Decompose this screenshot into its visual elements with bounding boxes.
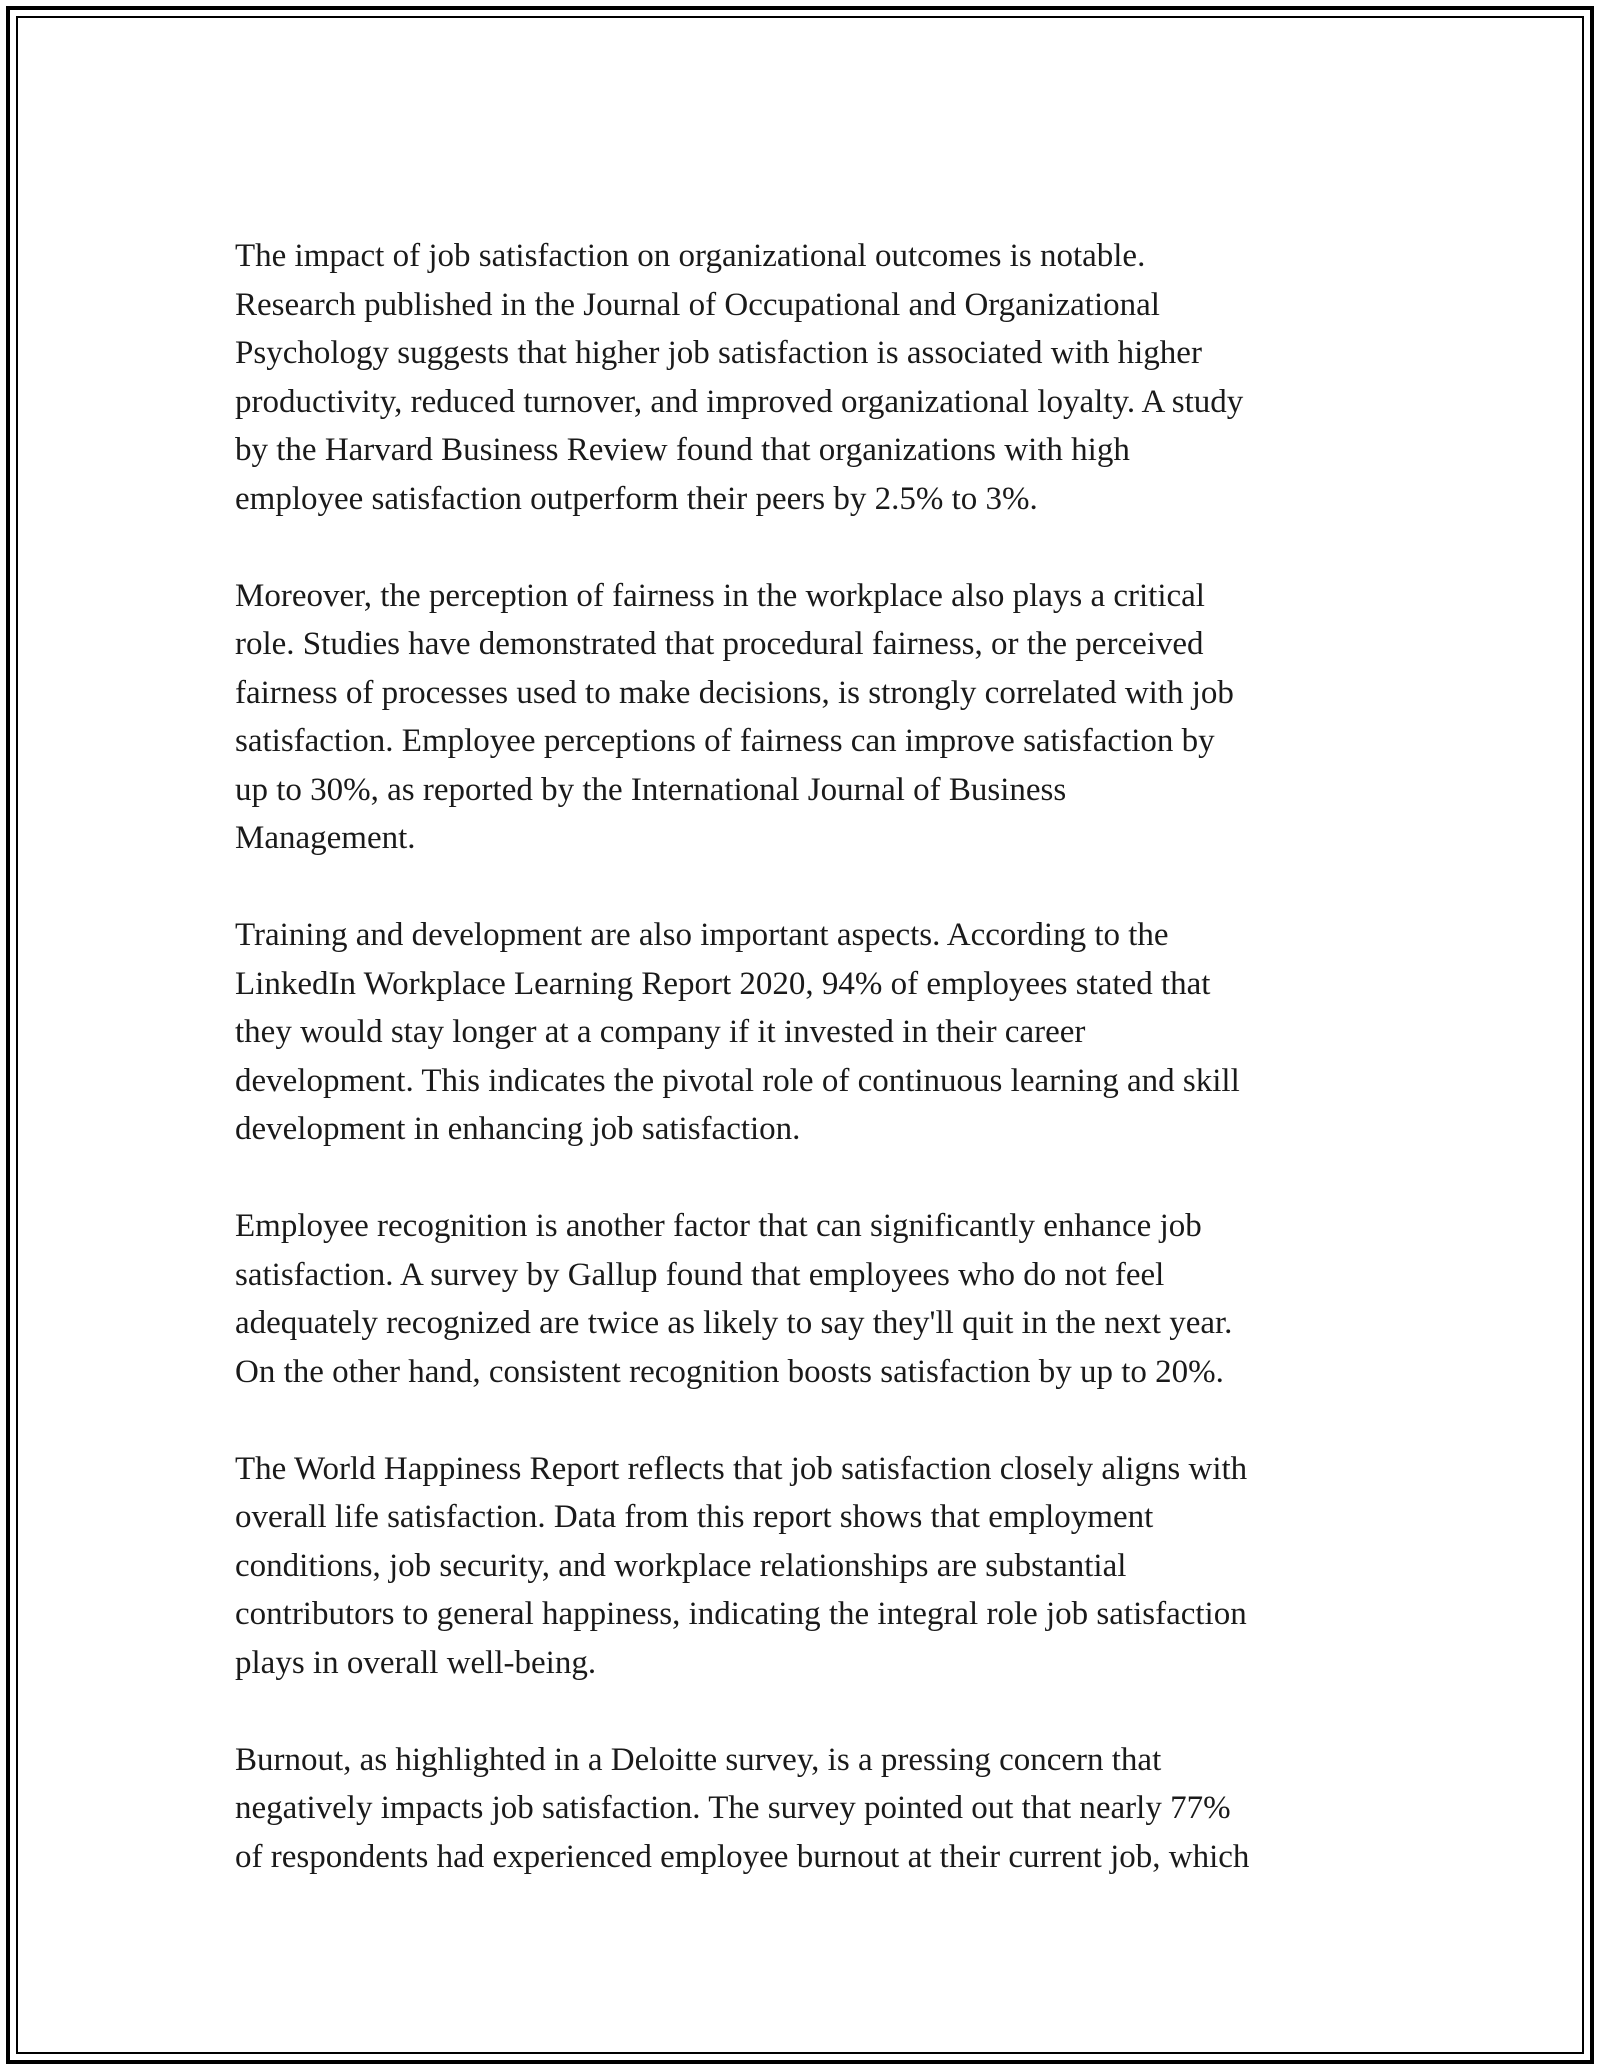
paragraph-training-development: Training and development are also important aspects. According to the LinkedIn Workplace Learning Report 2020, 94% of employees stated that they would stay longer at a company if it invested in their career development. This indicates the pivotal role of continuous learning and skill development in enhancing job satisfaction.: [235, 917, 1240, 1147]
document-body: [235, 232, 1390, 1930]
paragraph-employee-recognition: Employee recognition is another factor that can significantly enhance job satisfaction. A survey by Gallup found that employees who do not feel adequately recognized are twice as likely to say they'll quit in the next year. On the other hand, consistent recognition boosts satisfaction by up to 20%.: [235, 1208, 1233, 1390]
paragraph-fairness: Moreover, the perception of fairness in the workplace also plays a critical role. Studies have demonstrated that procedural fairness, or the perceived fairness of processes used to make decisions, is strongly correlated with job satisfaction. Employee perceptions of fairness can improve satisfaction by up to 30%, as reported by the International Journal of Business Management.: [235, 577, 1234, 856]
paragraph-world-happiness-report: The World Happiness Report reflects that job satisfaction closely aligns with overall life satisfaction. Data from this report shows that employment conditions, job security, and workplace relationships are substantial contributors to general happiness, indicating the integral role job satisfaction plays in overall well-being.: [235, 1450, 1248, 1681]
paragraph-burnout: Burnout, as highlighted in a Deloitte survey, is a pressing concern that negatively impacts job satisfaction. The survey pointed out that nearly 77% of respondents had experienced employee burnout at their current job, which: [235, 1741, 1250, 1875]
paragraph-job-satisfaction-impact: The impact of job satisfaction on organizational outcomes is notable. Research published in the Journal of Occupational and Organizational Psychology suggests that higher job satisfaction is associated with higher productivity, reduced turnover, and improved organizational loyalty. A study by the Harvard Business Review found that organizations with high employee satisfaction outperform their peers by 2.5% to 3%.: [235, 238, 1244, 517]
